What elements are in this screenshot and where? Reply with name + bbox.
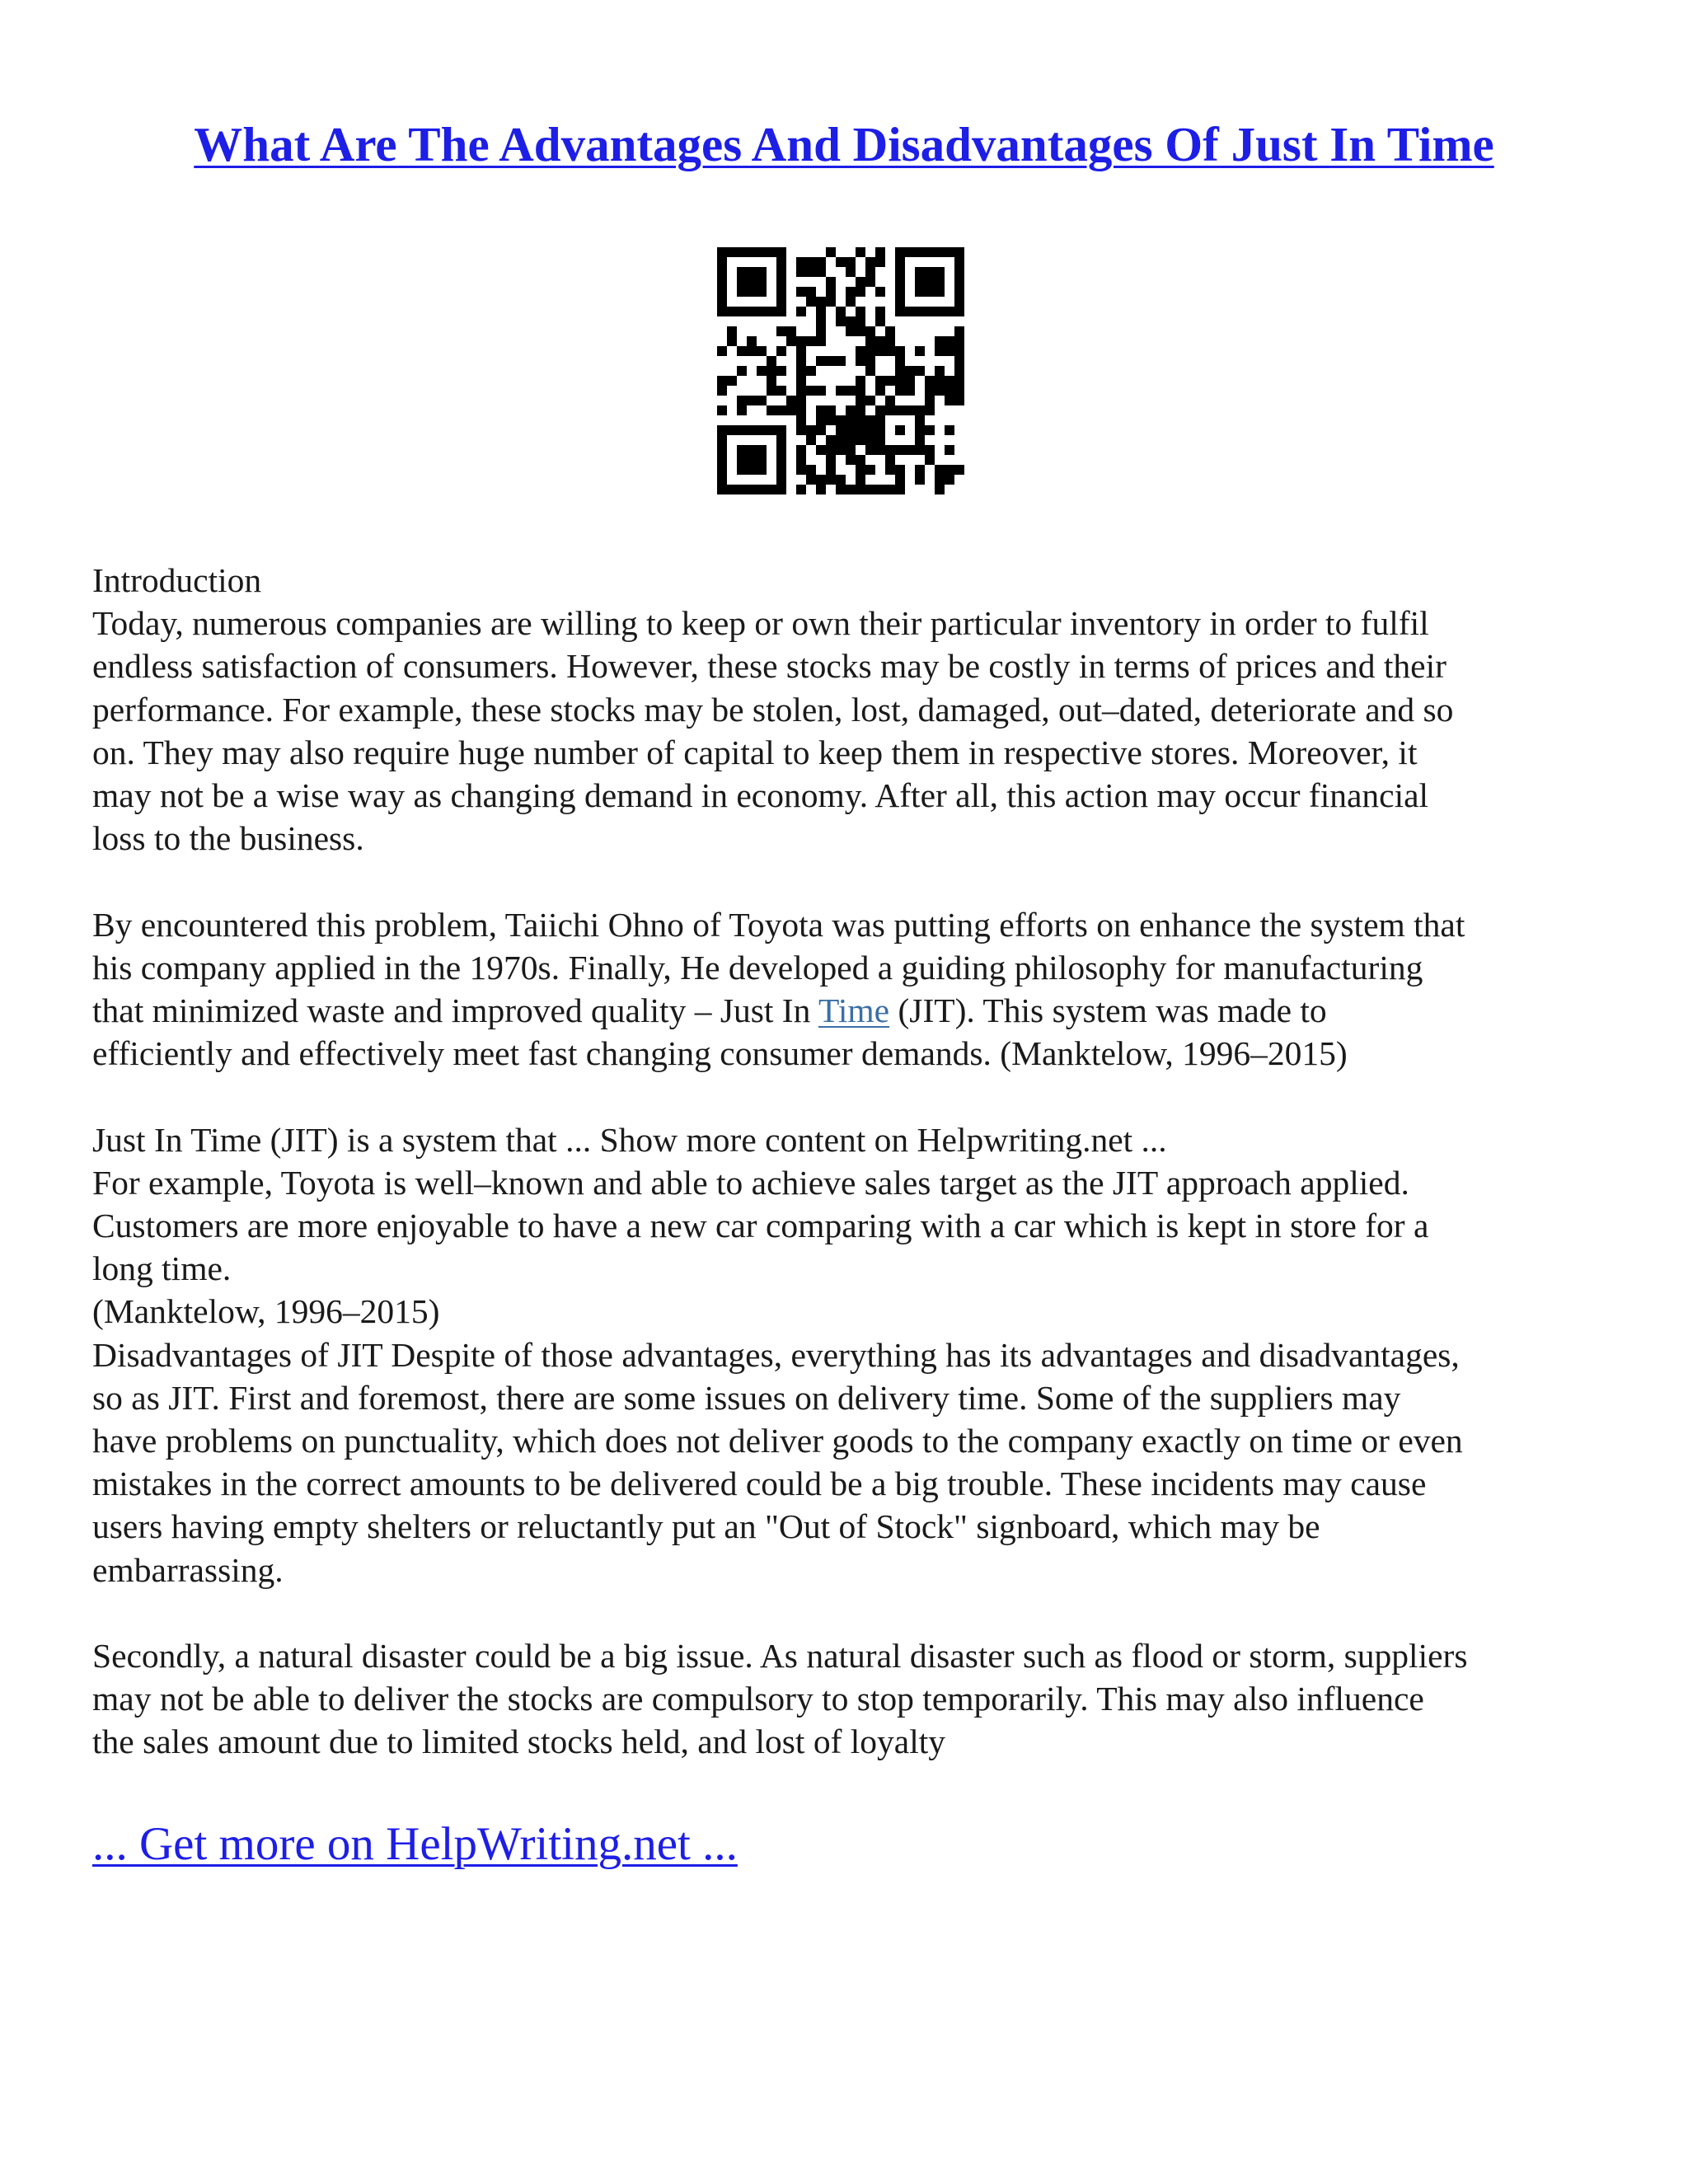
get-more-section [92,1817,738,1872]
paragraph-line: Today, numerous companies are willing to keep or own their particular inventory in order to fulfil [92,604,1429,643]
paragraph-line: long time. [92,1249,232,1288]
paragraph-line: have problems on punctuality, which does not deliver goods to the company exactly on time or even [92,1422,1463,1460]
document-title [0,115,1688,173]
paragraph-line: For example, Toyota is well–known and able to achieve sales target as the JIT approach applied. [92,1163,1409,1202]
paragraph-line: loss to the business. [92,819,364,858]
paragraph-spacer [92,860,1601,902]
paragraph-line: so as JIT. First and foremost, there are some issues on delivery time. Some of the suppliers may [92,1378,1401,1417]
paragraph-line: endless satisfaction of consumers. However, these stocks may be costly in terms of prices and their [92,647,1447,686]
paragraph-line: the sales amount due to limited stocks held, and lost of loyalty [92,1722,946,1761]
paragraph-line: users having empty shelters or reluctantly put an "Out of Stock" signboard, which may be [92,1507,1320,1546]
get-more-link[interactable]: ... Get more on HelpWriting.net ... [92,1818,738,1870]
paragraph-line [92,989,1601,1032]
paragraph-spacer [92,1591,1601,1634]
paragraph-line: (Manktelow, 1996–2015) [92,1292,440,1331]
intro-heading: Introduction [92,561,262,599]
paragraph-line: embarrassing. [92,1550,284,1589]
text-segment: that minimized waste and improved quality – Just In [92,991,818,1030]
qr-code-icon [717,247,964,494]
paragraph-line: may not be able to deliver the stocks are compulsory to stop temporarily. This may also influence [92,1680,1424,1718]
paragraph-line: his company applied in the 1970s. Finally, He developed a guiding philosophy for manufacturing [92,948,1423,987]
paragraph-line: on. They may also require huge number of capital to keep them in respective stores. Moreover, it [92,733,1418,771]
title-link[interactable]: What Are The Advantages And Disadvantages Of Just In Time [194,117,1494,171]
paragraph-line: Disadvantages of JIT Despite of those advantages, everything has its advantages and disadvantages, [92,1335,1460,1374]
paragraph-line: Secondly, a natural disaster could be a big issue. As natural disaster such as flood or storm, suppliers [92,1637,1468,1675]
article-body [92,559,1601,1764]
paragraph-line: Just In Time (JIT) is a system that ... Show more content on Helpwriting.net ... [92,1120,1167,1159]
paragraph-line: mistakes in the correct amounts to be delivered could be a big trouble. These incidents may cause [92,1465,1427,1503]
paragraph-line: efficiently and effectively meet fast changing consumer demands. (Manktelow, 1996–2015) [92,1034,1348,1073]
paragraph-line: By encountered this problem, Taiichi Ohno of Toyota was putting efforts on enhance the system that [92,905,1465,944]
paragraph-spacer [92,1075,1601,1118]
paragraph-line: performance. For example, these stocks may be stolen, lost, damaged, out–dated, deteriorate and so [92,690,1454,729]
time-link[interactable]: Time [818,991,890,1030]
text-segment: (JIT). This system was made to [889,991,1327,1030]
paragraph-line: may not be a wise way as changing demand in economy. After all, this action may occur financial [92,776,1429,815]
paragraph-line: Customers are more enjoyable to have a new car comparing with a car which is kept in store for a [92,1207,1429,1245]
